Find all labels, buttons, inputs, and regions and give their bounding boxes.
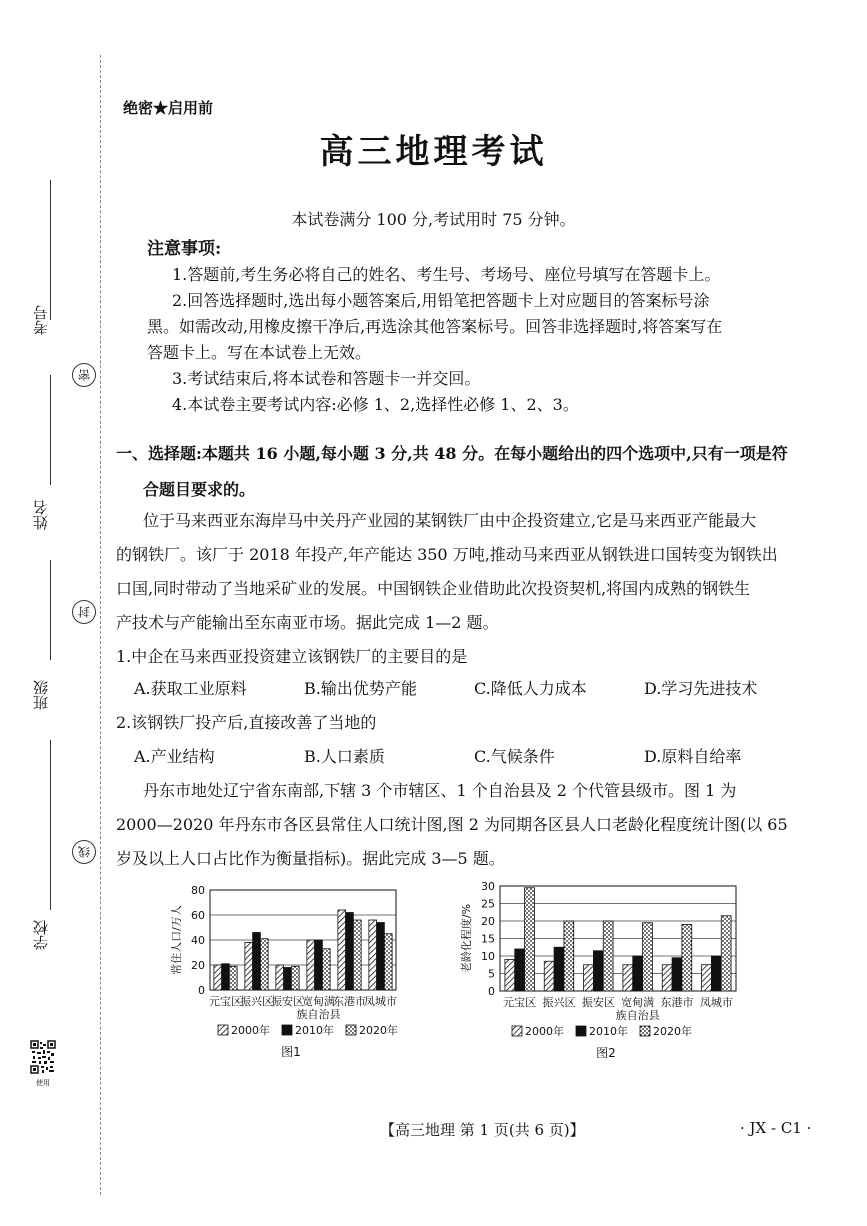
passage-line: 2000—2020 年丹东市各区县常住人口统计图,图 2 为同期各区县人口老龄化程度统计图(以 65 bbox=[116, 815, 788, 834]
figure-caption: 图1 bbox=[281, 1045, 301, 1059]
bar-2000年 bbox=[584, 965, 594, 991]
class-label: 班级 bbox=[32, 680, 50, 710]
note-item: 黑。如需改动,用橡皮擦干净后,再选涂其他答案标号。回答非选择题时,将答案写在 bbox=[147, 317, 723, 336]
passage-line: 位于马来西亚东海岸马中关丹产业园的某钢铁厂由中企投资建立,它是马来西亚产能最大 bbox=[143, 511, 757, 530]
figure-1-chart bbox=[160, 880, 410, 1070]
bar-2010年 bbox=[515, 949, 525, 991]
option-a: A.获取工业原料 bbox=[134, 679, 247, 698]
x-tick-label: 宽甸满 bbox=[621, 996, 655, 1009]
legend-label: 2020年 bbox=[653, 1025, 692, 1038]
x-tick-label: 族自治县 bbox=[615, 1009, 660, 1022]
exam-info: 本试卷满分 100 分,考试用时 75 分钟。 bbox=[291, 210, 576, 229]
x-tick-label: 振安区 bbox=[271, 995, 304, 1008]
bar-2010年 bbox=[711, 956, 721, 991]
bar-2010年 bbox=[253, 933, 261, 991]
note-item: 1.答题前,考生务必将自己的姓名、考生号、考场号、座位号填写在答题卡上。 bbox=[172, 265, 721, 284]
bar-2010年 bbox=[593, 951, 603, 991]
bar-2010年 bbox=[222, 964, 230, 990]
binding-rule bbox=[50, 180, 51, 320]
y-tick-label: 10 bbox=[481, 950, 495, 963]
y-tick-label: 60 bbox=[191, 909, 205, 922]
page-footer: 【高三地理 第 1 页(共 6 页)】 bbox=[380, 1121, 585, 1139]
passage-line: 口国,同时带动了当地采矿业的发展。中国钢铁企业借助此次投资契机,将国内成熟的钢铁生 bbox=[116, 579, 751, 598]
note-item: 2.回答选择题时,选出每小题答案后,用铅笔把答题卡上对应题目的答案标号涂 bbox=[172, 291, 710, 310]
figure-caption: 图2 bbox=[596, 1046, 616, 1060]
question-stem: 2.该钢铁厂投产后,直接改善了当地的 bbox=[116, 713, 377, 732]
option-b: B.人口素质 bbox=[304, 747, 385, 766]
legend-swatch bbox=[282, 1025, 292, 1035]
y-tick-label: 30 bbox=[481, 880, 495, 893]
legend-swatch bbox=[218, 1025, 228, 1035]
bar-2000年 bbox=[338, 910, 346, 990]
y-tick-label: 0 bbox=[198, 984, 205, 997]
note-item: 4.本试卷主要考试内容:必修 1、2,选择性必修 1、2、3。 bbox=[172, 395, 579, 414]
x-tick-label: 振安区 bbox=[581, 996, 615, 1009]
qr-code-icon bbox=[30, 1040, 56, 1088]
bar-2000年 bbox=[245, 943, 253, 991]
seal-circle-mi: 密 bbox=[72, 363, 96, 387]
confidential-mark: 绝密★启用前 bbox=[123, 99, 214, 117]
bar-2020年 bbox=[291, 966, 299, 990]
bar-2000年 bbox=[702, 965, 712, 991]
figure-2-chart bbox=[458, 880, 748, 1070]
x-tick-label: 宽甸满 bbox=[302, 995, 335, 1008]
option-c: C.降低人力成本 bbox=[474, 679, 587, 698]
exam-number-label: 考号 bbox=[32, 305, 50, 335]
bar-2020年 bbox=[643, 923, 653, 991]
section-heading-cont: 合题目要求的。 bbox=[143, 480, 256, 499]
binding-rule bbox=[50, 375, 51, 485]
bar-2020年 bbox=[260, 939, 268, 990]
bar-2000年 bbox=[369, 920, 377, 990]
school-label: 学校 bbox=[32, 920, 50, 950]
bar-2010年 bbox=[315, 940, 323, 990]
bar-2000年 bbox=[544, 961, 554, 991]
bar-2010年 bbox=[377, 923, 385, 991]
legend-swatch bbox=[346, 1025, 356, 1035]
notes-heading: 注意事项: bbox=[147, 239, 222, 259]
bar-2020年 bbox=[603, 921, 613, 991]
page-title: 高三地理考试 bbox=[319, 132, 548, 172]
bar-2020年 bbox=[564, 921, 574, 991]
note-item: 3.考试结束后,将本试卷和答题卡一并交回。 bbox=[172, 369, 481, 388]
seal-circle-feng: 封 bbox=[72, 600, 96, 624]
option-d: D.学习先进技术 bbox=[644, 679, 758, 698]
bar-2010年 bbox=[672, 958, 682, 991]
note-item: 答题卡上。写在本试卷上无效。 bbox=[147, 343, 372, 362]
bar-2000年 bbox=[307, 940, 315, 990]
bar-2000年 bbox=[662, 965, 672, 991]
bar-2000年 bbox=[505, 960, 515, 992]
bar-2000年 bbox=[214, 965, 222, 990]
legend-swatch bbox=[512, 1026, 522, 1036]
y-tick-label: 15 bbox=[481, 932, 495, 946]
x-tick-label: 东港市 bbox=[333, 995, 366, 1008]
x-tick-label: 振兴区 bbox=[542, 996, 576, 1009]
legend-swatch bbox=[640, 1026, 650, 1036]
qr-caption: 使用 bbox=[36, 1079, 50, 1087]
x-tick-label: 振兴区 bbox=[240, 995, 273, 1008]
y-tick-label: 80 bbox=[191, 884, 205, 897]
seal-circle-xian: 线 bbox=[72, 840, 96, 864]
option-b: B.输出优势产能 bbox=[304, 679, 417, 698]
bar-2020年 bbox=[353, 920, 361, 990]
x-tick-label: 东港市 bbox=[660, 996, 694, 1009]
x-tick-label: 凤城市 bbox=[699, 996, 733, 1009]
passage-line: 的钢铁厂。该厂于 2018 年投产,年产能达 350 万吨,推动马来西亚从钢铁进口国转变为钢铁出 bbox=[116, 545, 778, 564]
y-tick-label: 5 bbox=[488, 967, 495, 981]
name-label: 姓名 bbox=[32, 500, 50, 530]
legend-label: 2010年 bbox=[589, 1025, 628, 1038]
x-tick-label: 元宝区 bbox=[209, 995, 242, 1008]
section-heading: 一、选择题:本题共 16 小题,每小题 3 分,共 48 分。在每小题给出的四个选项中,只有一项是符 bbox=[116, 444, 788, 463]
legend-label: 2020年 bbox=[359, 1024, 398, 1037]
y-tick-label: 20 bbox=[481, 915, 495, 928]
legend-label: 2000年 bbox=[525, 1025, 564, 1038]
option-c: C.气候条件 bbox=[474, 747, 555, 766]
bar-2020年 bbox=[682, 925, 692, 992]
passage-line: 丹东市地处辽宁省东南部,下辖 3 个市辖区、1 个自治县及 2 个代管县级市。图 1 为 bbox=[143, 781, 737, 800]
passage-line: 岁及以上人口占比作为衡量指标)。据此完成 3—5 题。 bbox=[116, 849, 505, 868]
y-axis-label: 老龄化程度/% bbox=[460, 903, 473, 974]
bar-2000年 bbox=[276, 965, 284, 990]
x-tick-label: 族自治县 bbox=[296, 1008, 341, 1021]
legend-swatch bbox=[576, 1026, 586, 1036]
y-tick-label: 40 bbox=[191, 934, 205, 947]
passage-line: 产技术与产能输出至东南亚市场。据此完成 1—2 题。 bbox=[116, 613, 499, 632]
binding-rule bbox=[50, 740, 51, 910]
option-a: A.产业结构 bbox=[134, 747, 215, 766]
bar-2010年 bbox=[346, 913, 354, 991]
bar-2020年 bbox=[384, 934, 392, 990]
bar-2020年 bbox=[721, 916, 731, 991]
x-tick-label: 凤城市 bbox=[364, 995, 397, 1008]
binding-rule bbox=[50, 560, 51, 660]
legend-label: 2000年 bbox=[231, 1024, 270, 1037]
x-tick-label: 元宝区 bbox=[503, 996, 537, 1009]
bar-2020年 bbox=[322, 949, 330, 990]
option-d: D.原料自给率 bbox=[644, 747, 742, 766]
bar-2010年 bbox=[633, 956, 643, 991]
bar-2010年 bbox=[554, 947, 564, 991]
bar-2000年 bbox=[623, 965, 633, 991]
bar-2020年 bbox=[525, 888, 535, 991]
y-tick-label: 0 bbox=[488, 985, 495, 998]
y-tick-label: 20 bbox=[191, 959, 205, 972]
y-axis-label: 常住人口/万人 bbox=[170, 905, 183, 975]
page-code: · JX - C1 · bbox=[740, 1119, 812, 1137]
bar-2020年 bbox=[229, 966, 237, 990]
legend-label: 2010年 bbox=[295, 1024, 334, 1037]
bar-2010年 bbox=[284, 968, 292, 991]
question-stem: 1.中企在马来西亚投资建立该钢铁厂的主要目的是 bbox=[116, 647, 468, 666]
y-tick-label: 25 bbox=[481, 897, 495, 911]
